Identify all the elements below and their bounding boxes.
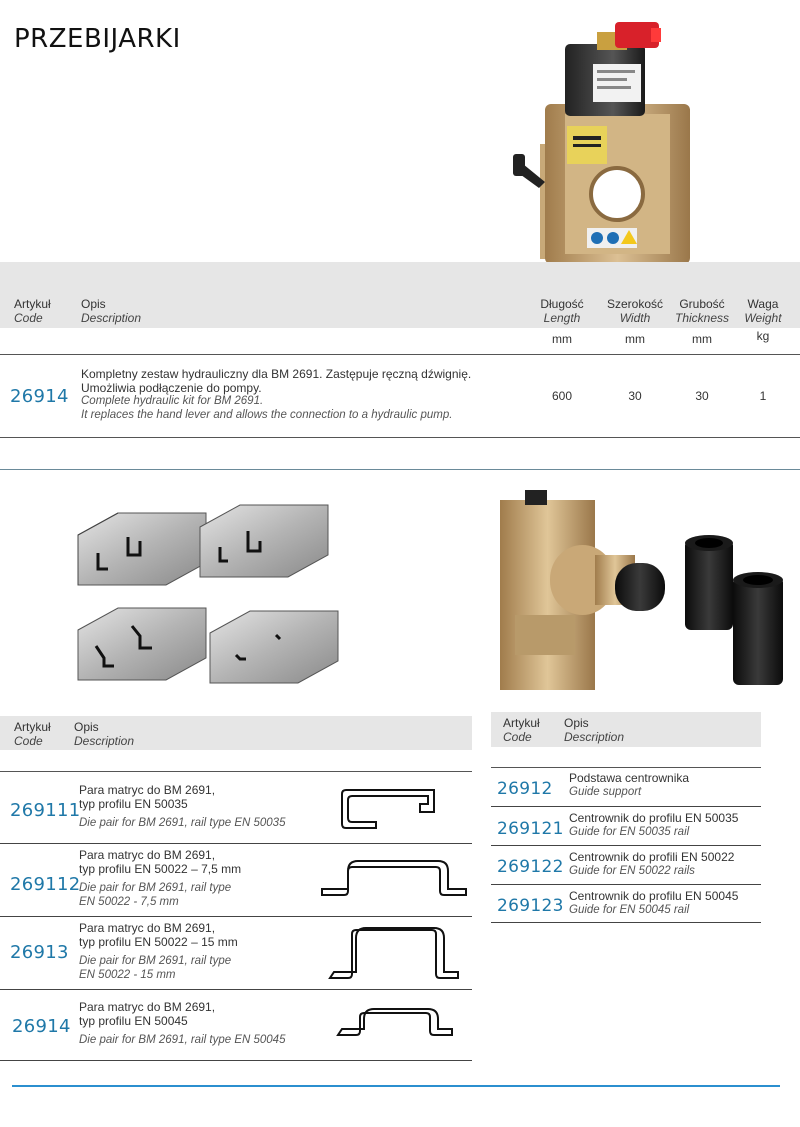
row-desc-en2: EN 50022 - 7,5 mm [79, 895, 179, 908]
left-header-code-en: Code [14, 734, 43, 748]
unit-thickness: mm [692, 332, 712, 346]
row-description [79, 784, 319, 831]
header-code-en: Code [14, 311, 43, 325]
row-desc-pl2: typ profilu EN 50022 – 7,5 mm [79, 861, 242, 876]
table-row [0, 772, 472, 844]
row-code: 26912 [497, 779, 553, 799]
footer-rule [12, 1085, 780, 1087]
row-desc-en: Guide for EN 50035 rail [569, 825, 690, 838]
row-desc-pl: Centrownik do profilu EN 50045 [569, 889, 739, 903]
table-row [491, 808, 761, 846]
header-description [81, 297, 141, 325]
value-weight: 1 [759, 389, 767, 403]
row-desc-en2: EN 50022 - 15 mm [79, 968, 176, 981]
row-description [569, 890, 738, 917]
row-desc-pl1: Para matryc do BM 2691, [79, 783, 216, 797]
left-table-header [0, 716, 472, 750]
divider [0, 437, 800, 438]
header-thickness [670, 297, 734, 325]
header-length-pl: Długość [540, 297, 584, 311]
hat-profile-shallow-icon [318, 855, 470, 903]
row-desc-pl1: Para matryc do BM 2691, [79, 921, 216, 935]
header-width [600, 297, 670, 325]
row-desc-pl2: typ profilu EN 50035 [79, 796, 188, 811]
left-header-desc-en: Description [74, 734, 135, 748]
row-desc-en1: Die pair for BM 2691, rail type EN 50045 [79, 1034, 286, 1046]
unit-width: mm [625, 332, 645, 346]
row-desc-pl: Centrownik do profilu EN 50035 [569, 811, 739, 825]
unit-weight: kg [756, 329, 770, 343]
row-description [569, 851, 734, 878]
right-header-code [503, 716, 540, 744]
row-desc-pl2: typ profilu EN 50022 – 15 mm [79, 934, 238, 949]
c-profile-icon [334, 778, 454, 836]
right-header-description [564, 716, 624, 744]
table-row [491, 886, 761, 923]
table-row [491, 847, 761, 885]
header-width-pl: Szerokość [606, 297, 664, 311]
value-length: 600 [551, 389, 573, 403]
value-thickness: 30 [695, 389, 709, 403]
row-code: 269122 [497, 857, 564, 877]
table-row [491, 768, 761, 807]
page-title: PRZEBIJARKI [14, 24, 181, 54]
desc-en-line2: It replaces the hand lever and allows the connection to a hydraulic pump. [81, 408, 453, 421]
header-length [530, 297, 594, 325]
guide-assembly-image [495, 485, 795, 695]
row-desc-pl: Podstawa centrownika [569, 771, 690, 785]
header-desc-en: Description [81, 311, 142, 325]
row-desc-pl1: Para matryc do BM 2691, [79, 1000, 216, 1014]
header-weight-en: Weight [744, 311, 782, 325]
header-desc-pl: Opis [81, 297, 106, 311]
row-code: 26914 [12, 1016, 71, 1037]
left-header-desc-pl: Opis [74, 720, 99, 734]
row-description [79, 849, 319, 909]
row-code: 26913 [10, 942, 69, 963]
right-header-desc-en: Description [564, 730, 625, 744]
left-header-description [74, 720, 134, 748]
row-desc-en1: Die pair for BM 2691, rail type [79, 955, 232, 967]
die-pairs-image [60, 485, 360, 690]
header-weight [738, 297, 788, 325]
header-code [14, 297, 51, 325]
section-divider [0, 469, 800, 470]
table-row [0, 991, 472, 1061]
desc-pl-line1: Kompletny zestaw hydrauliczny dla BM 2691. Zastępuje ręczną dźwignię. [81, 367, 472, 381]
hat-profile-small-icon [334, 1003, 456, 1043]
row-code: 269121 [497, 819, 564, 839]
row-description [79, 922, 319, 982]
right-header-desc-pl: Opis [564, 716, 589, 730]
right-header-code-en: Code [503, 730, 532, 744]
row-code: 269111 [10, 800, 81, 821]
row-desc-en: Guide for EN 50022 rails [569, 864, 695, 877]
hydraulic-punch-image [505, 14, 705, 264]
desc-en-line1: Complete hydraulic kit for BM 2691. [81, 395, 264, 407]
row-description [79, 1001, 319, 1048]
value-width: 30 [628, 389, 642, 403]
row-code: 269112 [10, 874, 81, 895]
header-weight-pl: Waga [747, 297, 779, 311]
row-desc-en1: Die pair for BM 2691, rail type [79, 882, 232, 894]
row-code: 269123 [497, 896, 564, 916]
header-width-en: Width [619, 311, 651, 325]
header-thickness-pl: Grubość [679, 297, 725, 311]
row-desc-en1: Die pair for BM 2691, rail type EN 50035 [79, 817, 286, 829]
row-description [569, 812, 738, 839]
table-row [0, 918, 472, 990]
header-length-en: Length [543, 311, 581, 325]
row-desc-pl2: typ profilu EN 50045 [79, 1013, 188, 1028]
left-header-code-pl: Artykuł [14, 720, 51, 734]
row-description [569, 772, 689, 799]
product-description [81, 368, 521, 422]
left-header-code [14, 720, 51, 748]
row-desc-en: Guide support [569, 785, 642, 798]
product-code: 26914 [10, 386, 69, 407]
desc-pl-line2: Umożliwia podłączenie do pompy. [81, 380, 262, 395]
row-desc-pl1: Para matryc do BM 2691, [79, 848, 216, 862]
hat-profile-deep-icon [326, 924, 462, 984]
row-desc-pl: Centrownik do profili EN 50022 [569, 850, 735, 864]
header-thickness-en: Thickness [674, 311, 730, 325]
header-code-pl: Artykuł [14, 297, 51, 311]
divider [0, 354, 800, 355]
right-header-code-pl: Artykuł [503, 716, 540, 730]
table-row [0, 845, 472, 917]
row-desc-en: Guide for EN 50045 rail [569, 903, 690, 916]
unit-length: mm [552, 332, 572, 346]
